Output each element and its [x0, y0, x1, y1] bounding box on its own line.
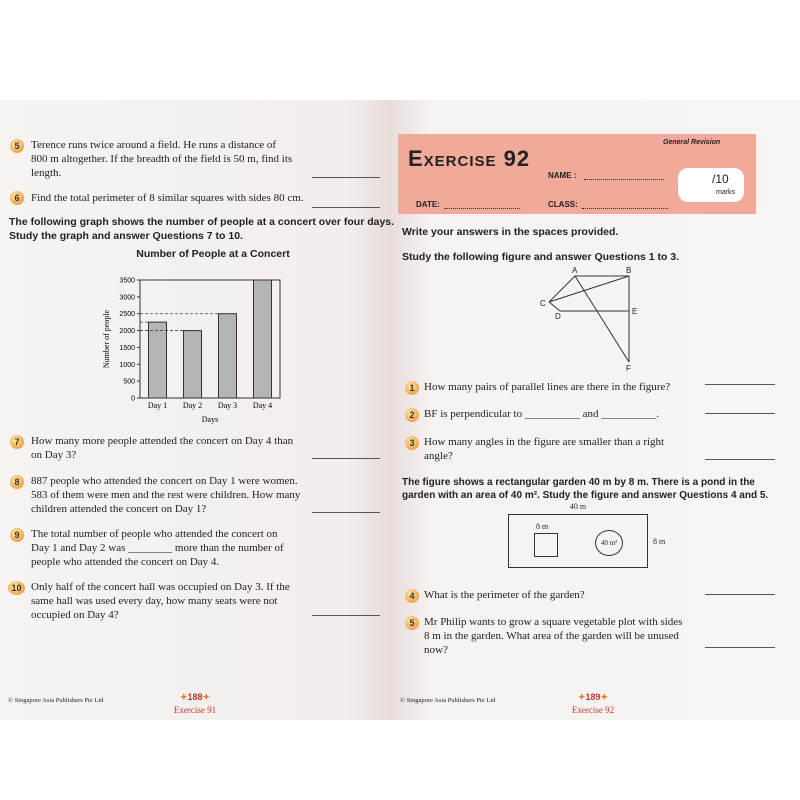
- question-text-line: on Day 3?: [31, 449, 77, 461]
- question-text-line: 800 m altogether. If the breadth of the field is 50 m, find its: [31, 153, 293, 165]
- page-number: ✦189✦: [577, 692, 609, 702]
- question-text-line: How many more people attended the concert on Day 4 than: [31, 435, 294, 447]
- x-tick-label: Day 2: [182, 401, 203, 410]
- score-total: /10: [712, 172, 729, 186]
- x-axis-label: Days: [201, 415, 219, 424]
- bar: [184, 331, 202, 398]
- question-number: 5: [10, 139, 24, 153]
- figure-intro: Study the following figure and answer Questions 1 to 3.: [402, 251, 680, 263]
- label-b: B: [626, 266, 632, 275]
- instruction: Write your answers in the spaces provided.: [402, 226, 619, 238]
- pond-area-label: 40 m²: [600, 539, 618, 547]
- x-tick-label: Day 3: [217, 401, 238, 410]
- question-text-line: How many angles in the figure are smaller than a right: [424, 436, 665, 448]
- y-tick-label: 3000: [119, 294, 135, 302]
- question-number: 9: [10, 528, 24, 542]
- label-e: E: [632, 307, 638, 316]
- answer-line[interactable]: [705, 594, 775, 595]
- geometry-figure: [535, 266, 645, 372]
- y-tick-label: 2500: [119, 311, 135, 319]
- bar: [254, 280, 272, 398]
- question-number: 6: [10, 191, 24, 205]
- question-text-line: Day 1 and Day 2 was ________ more than the number of: [31, 542, 284, 554]
- y-tick-label: 0: [131, 395, 135, 403]
- vegetable-plot: [534, 533, 558, 557]
- answer-line[interactable]: [312, 177, 380, 178]
- question-text-line: same hall was used every day, how many seats were not: [31, 595, 278, 607]
- y-tick-label: 2000: [119, 328, 135, 336]
- chart-title: Number of People at a Concert: [136, 248, 290, 260]
- name-field[interactable]: [584, 179, 664, 180]
- question-text-line: now?: [424, 644, 448, 656]
- y-axis-label: Number of people: [102, 309, 111, 369]
- y-tick-label: 1000: [119, 361, 135, 369]
- graph-intro: The following graph shows the number of people at a concert over four days. Study the graph and answer Questions 7 to 10.: [9, 216, 395, 242]
- question-text-line: children attended the concert on Day 1?: [31, 503, 207, 515]
- question-text-line: occupied on Day 4?: [31, 609, 119, 621]
- question-text-line: 583 of them were men and the rest were children. How many: [31, 489, 301, 501]
- marks-label: marks: [716, 189, 736, 196]
- question-text-line: 8 m in the garden. What area of the garden will be unused: [424, 630, 679, 642]
- question-number: 7: [10, 435, 24, 449]
- footer-publisher: © Singapore Asia Publishers Pte Ltd: [400, 697, 496, 704]
- y-tick-label: 1500: [119, 344, 135, 352]
- question-number: 3: [405, 436, 419, 450]
- y-tick-label: 500: [123, 378, 135, 386]
- class-field[interactable]: [582, 208, 668, 209]
- garden-height-label: 8 m: [653, 537, 666, 546]
- answer-line[interactable]: [705, 413, 775, 414]
- bar: [219, 314, 237, 398]
- label-d: D: [555, 312, 561, 321]
- plot-side-label: 8 m: [536, 522, 549, 531]
- exercise-header: [398, 134, 756, 214]
- label-c: C: [540, 299, 546, 308]
- bar-chart: [95, 268, 295, 428]
- x-tick-label: Day 1: [147, 401, 168, 410]
- x-tick-label: Day 4: [252, 401, 273, 410]
- question-number: 2: [405, 408, 419, 422]
- label-a: A: [572, 266, 578, 275]
- date-field[interactable]: [444, 208, 520, 209]
- question-text-line: Find the total perimeter of 8 similar squares with sides 80 cm.: [31, 192, 304, 204]
- date-label: DATE:: [416, 200, 440, 209]
- question-text-line: Mr Philip wants to grow a square vegetable plot with sides: [424, 616, 683, 628]
- name-label: NAME :: [548, 171, 577, 180]
- question-text-line: 887 people who attended the concert on Day 1 were women.: [31, 475, 298, 487]
- footer-publisher: © Singapore Asia Publishers Pte Ltd: [8, 697, 104, 704]
- answer-line[interactable]: [312, 512, 380, 513]
- question-text-line: angle?: [424, 450, 453, 462]
- general-revision-label: General Revision: [663, 139, 721, 146]
- footer-exercise: Exercise 92: [571, 705, 615, 715]
- answer-line[interactable]: [312, 615, 380, 616]
- garden-rectangle: [508, 514, 648, 568]
- exercise-title: Exercise 92: [408, 146, 531, 171]
- question-number: 1: [405, 381, 419, 395]
- question-number: 8: [10, 475, 24, 489]
- score-box: [678, 168, 744, 202]
- question-number: 4: [405, 589, 419, 603]
- garden-width-label: 40 m: [569, 502, 587, 511]
- answer-line[interactable]: [705, 459, 775, 460]
- page-number: ✦188✦: [179, 692, 211, 702]
- y-tick-label: 3500: [119, 277, 135, 285]
- question-text-line: people who attended the concert on Day 4.: [31, 556, 220, 568]
- question-number: 5: [405, 616, 419, 630]
- class-label: CLASS:: [548, 200, 578, 209]
- question-text-line: BF is perpendicular to __________ and __________.: [424, 408, 659, 420]
- question-text-line: Terence runs twice around a field. He runs a distance of: [31, 139, 277, 151]
- answer-line[interactable]: [312, 207, 380, 208]
- question-text-line: Only half of the concert hall was occupied on Day 3. If the: [31, 581, 290, 593]
- question-text-line: What is the perimeter of the garden?: [424, 589, 585, 601]
- question-text-line: The total number of people who attended the concert on: [31, 528, 278, 540]
- answer-line[interactable]: [705, 384, 775, 385]
- bar: [149, 322, 167, 398]
- question-text-line: How many pairs of parallel lines are there in the figure?: [424, 381, 671, 393]
- garden-intro: The figure shows a rectangular garden 40 m by 8 m. There is a pond in the garden with an area of 40 m². Study the figure and answer Questions 4 and 5.: [402, 477, 769, 501]
- label-f: F: [626, 364, 631, 372]
- question-number: 10: [8, 581, 25, 595]
- line-af: [575, 276, 629, 362]
- answer-line[interactable]: [312, 458, 380, 459]
- line-cd: [549, 302, 560, 311]
- question-text-line: length.: [31, 167, 62, 179]
- footer-exercise: Exercise 91: [173, 705, 217, 715]
- answer-line[interactable]: [705, 647, 775, 648]
